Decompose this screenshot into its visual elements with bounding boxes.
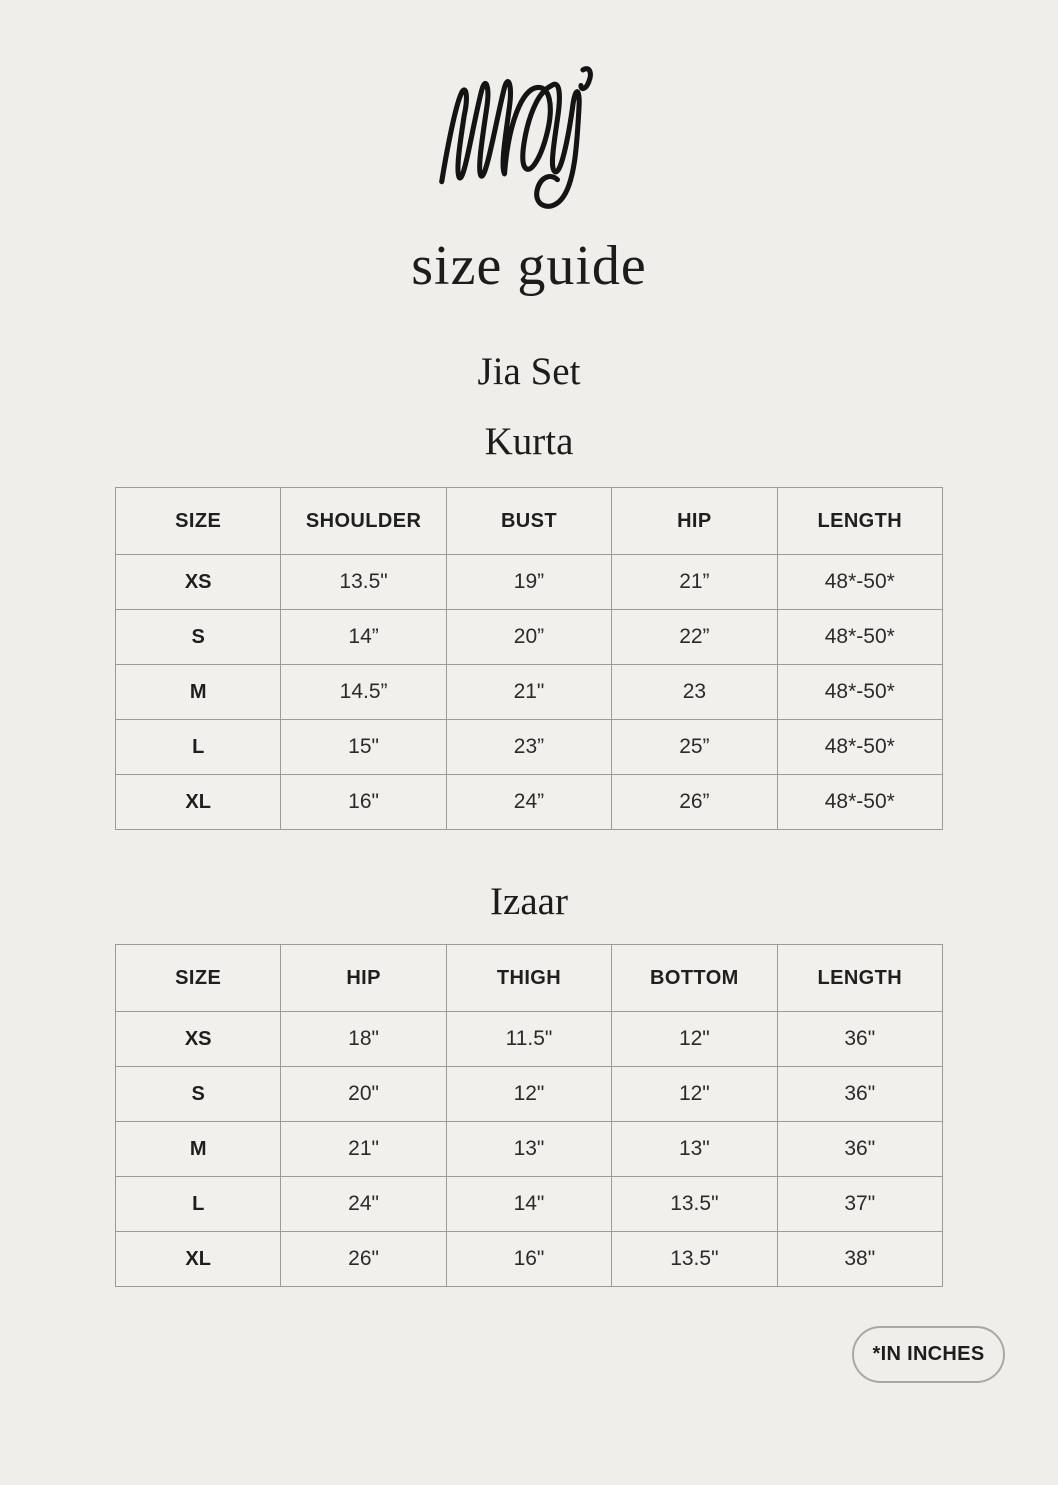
- measurement-cell: 37": [777, 1177, 942, 1232]
- page-title: size guide: [411, 235, 647, 297]
- measurement-cell: 48*-50*: [777, 555, 942, 610]
- measurement-cell: 14": [446, 1177, 611, 1232]
- measurement-cell: 19”: [446, 555, 611, 610]
- units-badge: *IN INCHES: [852, 1326, 1005, 1383]
- size-row: [116, 665, 943, 720]
- measurement-cell: 16": [281, 775, 446, 830]
- size-row: [116, 720, 943, 775]
- size-row: [116, 1232, 943, 1287]
- column-header: HIP: [612, 488, 777, 555]
- size-row: [116, 610, 943, 665]
- measurement-cell: 26": [281, 1232, 446, 1287]
- measurement-cell: 13.5": [612, 1177, 777, 1232]
- size-row: [116, 1177, 943, 1232]
- column-header: LENGTH: [777, 488, 942, 555]
- measurement-cell: 24": [281, 1177, 446, 1232]
- measurement-cell: 16": [446, 1232, 611, 1287]
- measurement-cell: 12": [612, 1067, 777, 1122]
- size-label-cell: XS: [116, 1012, 281, 1067]
- measurement-cell: 48*-50*: [777, 610, 942, 665]
- measurement-cell: 36": [777, 1122, 942, 1177]
- measurement-cell: 36": [777, 1012, 942, 1067]
- size-label-cell: XL: [116, 1232, 281, 1287]
- measurement-cell: 22”: [612, 610, 777, 665]
- column-header: SIZE: [116, 488, 281, 555]
- column-header: HIP: [281, 945, 446, 1012]
- measurement-cell: 13.5": [612, 1232, 777, 1287]
- header-row: [116, 488, 943, 555]
- measurement-cell: 13": [446, 1122, 611, 1177]
- measurement-cell: 23”: [446, 720, 611, 775]
- measurement-cell: 48*-50*: [777, 665, 942, 720]
- measurement-cell: 14.5”: [281, 665, 446, 720]
- measurement-cell: 24”: [446, 775, 611, 830]
- size-row: [116, 775, 943, 830]
- size-label-cell: S: [116, 1067, 281, 1122]
- measurement-cell: 12": [612, 1012, 777, 1067]
- size-label-cell: M: [116, 1122, 281, 1177]
- column-header: BOTTOM: [612, 945, 777, 1012]
- column-header: THIGH: [446, 945, 611, 1012]
- size-label-cell: S: [116, 610, 281, 665]
- measurement-cell: 21": [281, 1122, 446, 1177]
- measurement-cell: 48*-50*: [777, 775, 942, 830]
- measurement-cell: 38": [777, 1232, 942, 1287]
- size-label-cell: L: [116, 720, 281, 775]
- size-row: [116, 1067, 943, 1122]
- measurement-cell: 21": [446, 665, 611, 720]
- size-row: [116, 555, 943, 610]
- section-title-kurta: Kurta: [484, 420, 574, 463]
- measurement-cell: 25”: [612, 720, 777, 775]
- size-row: [116, 1122, 943, 1177]
- size-label-cell: XS: [116, 555, 281, 610]
- size-label-cell: M: [116, 665, 281, 720]
- measurement-cell: 14”: [281, 610, 446, 665]
- measurement-cell: 36": [777, 1067, 942, 1122]
- measurement-cell: 26”: [612, 775, 777, 830]
- measurement-cell: 18": [281, 1012, 446, 1067]
- measurement-cell: 48*-50*: [777, 720, 942, 775]
- measurement-cell: 21”: [612, 555, 777, 610]
- size-row: [116, 1012, 943, 1067]
- size-label-cell: XL: [116, 775, 281, 830]
- measurement-cell: 20": [281, 1067, 446, 1122]
- column-header: SHOULDER: [281, 488, 446, 555]
- measurement-cell: 11.5": [446, 1012, 611, 1067]
- measurement-cell: 15": [281, 720, 446, 775]
- measurement-cell: 13.5": [281, 555, 446, 610]
- column-header: SIZE: [116, 945, 281, 1012]
- measurement-cell: 23: [612, 665, 777, 720]
- section-title-izaar: Izaar: [490, 880, 568, 923]
- size-label-cell: L: [116, 1177, 281, 1232]
- kurta-size-table: [115, 487, 943, 830]
- measurement-cell: 13": [612, 1122, 777, 1177]
- measurement-cell: 20”: [446, 610, 611, 665]
- header-row: [116, 945, 943, 1012]
- collection-name: Jia Set: [477, 350, 581, 393]
- mw-signature-logo: [434, 64, 624, 216]
- column-header: LENGTH: [777, 945, 942, 1012]
- column-header: BUST: [446, 488, 611, 555]
- izaar-size-table: [115, 944, 943, 1287]
- measurement-cell: 12": [446, 1067, 611, 1122]
